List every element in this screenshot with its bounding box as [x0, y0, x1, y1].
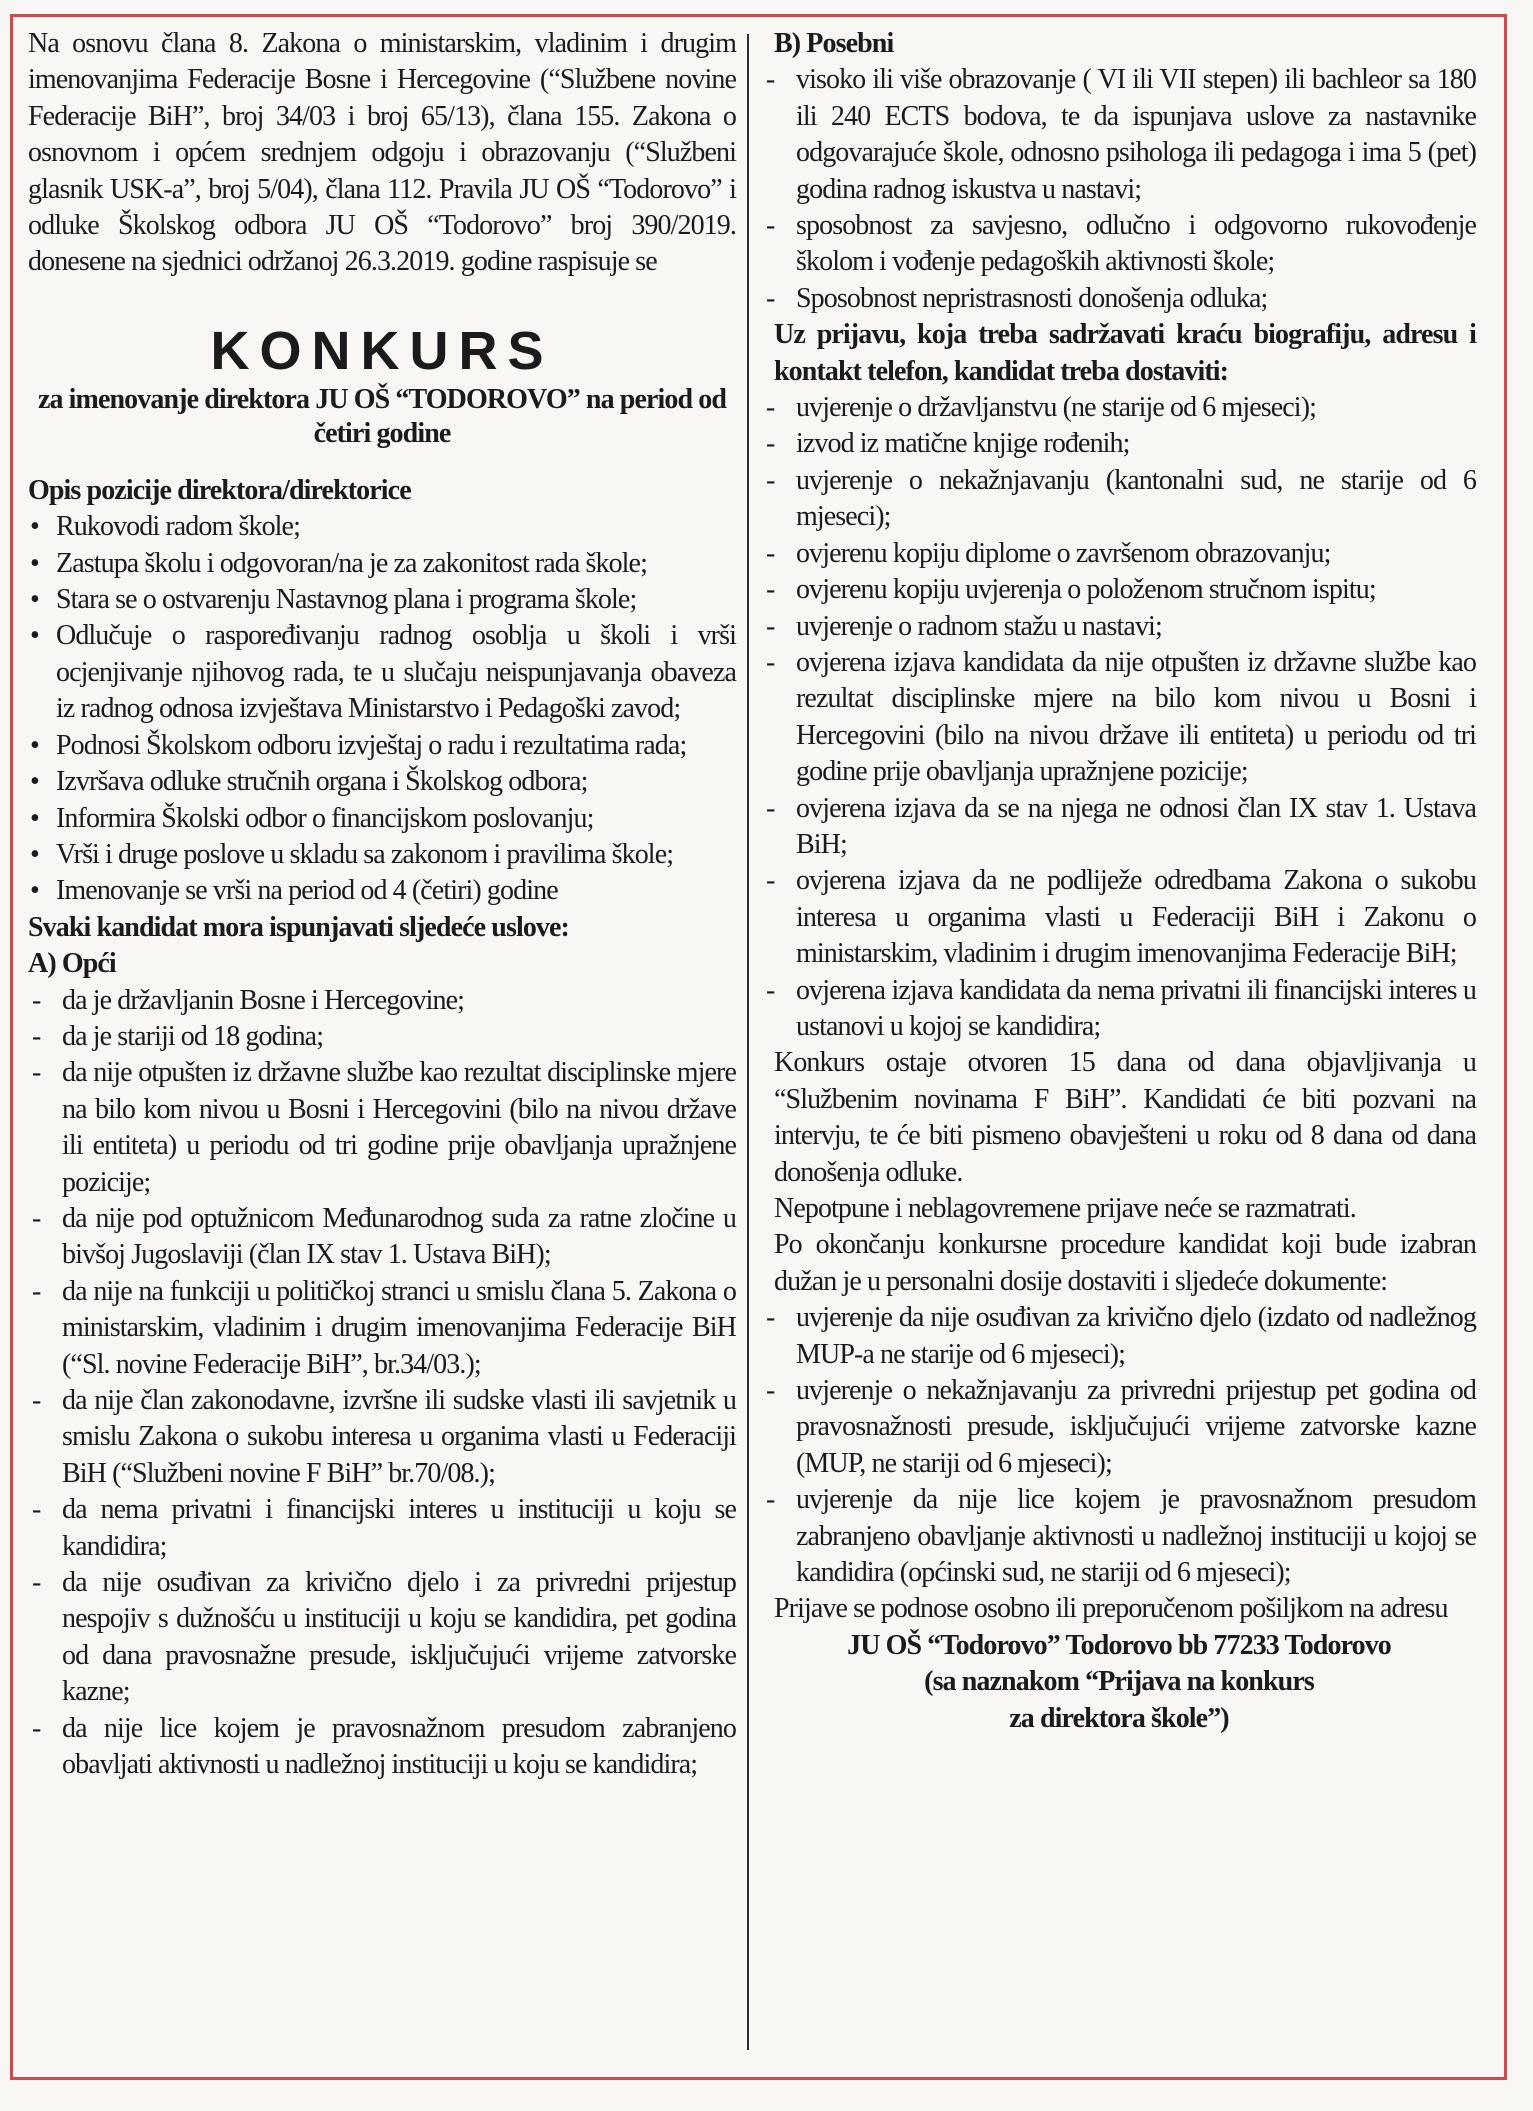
list-item: - da je državljanin Bosne i Hercegovine; — [28, 983, 736, 1019]
list-item: - da nije lice kojem je pravosnažnom presudom zabranjeno obavljati aktivnosti u nadležnoj instituciji u koju se kandidira; — [28, 1711, 736, 1784]
general-conditions-label: A) Opći — [28, 948, 116, 980]
conditions-heading: Svaki kandidat mora ispunjavati sljedeće uslove: — [28, 911, 569, 943]
list-item: - uvjerenje o državljanstvu (ne starije od 6 mjeseci); — [762, 390, 1476, 426]
after-procedure-paragraph: Po okončanju konkursne procedure kandidat koji bude izabran dužan je u personalni dosije dostaviti i sljedeće dokumente: — [774, 1229, 1476, 1297]
list-item: - uvjerenje o radnom stažu u nastavi; — [762, 609, 1476, 645]
list-item: - ovjerena izjava kandidata da nije otpušten iz državne službe kao rezultat disciplinske mjere na bilo kom nivou u Bosni i Hercegovini (bilo na nivou države ili entiteta) u periodu od tri godine prije obavljanja upražnjene pozicije; — [762, 645, 1476, 791]
incomplete-notice: Nepotpune i neblagovremene prijave neće se razmatrati. — [774, 1193, 1356, 1224]
list-item: • Rukovodi radom škole; — [28, 509, 736, 545]
list-item: - uvjerenje o nekažnjavanju za privredni prijestup pet godina od pravosnažnosti presude, isključujući vrijeme zatvorske kazne (MUP, ne stariji od 6 mjeseci); — [762, 1373, 1476, 1482]
list-item: - uvjerenje da nije osuđivan za krivično djelo (izdato od nadležnog MUP-a ne starije od 6 mjeseci); — [762, 1300, 1476, 1373]
intro-paragraph: Na osnovu člana 8. Zakona o ministarskim, vladinim i drugim imenovanjima Federacije Bosne i Hercegovine (“Službene novine Federacije BiH”, broj 34/03 i broj 65/13), člana 155. Zakona o osnovnom i općem srednjem odgoju i obrazovanju (“Službeni glasnik USK-a”, broj 5/04), člana 112. Pravila JU OŠ “Todorovo” i odluke Školskog odbora JU OŠ “Todorovo” broj 390/2019. donesene na sjednici održanoj 26.3.2019. godine raspisuje se — [28, 28, 736, 278]
list-item: • Podnosi Školskom odboru izvještaj o radu i rezultatima rada; — [28, 728, 736, 764]
list-item: • Odlučuje o raspoređivanju radnog osoblja u školi i vrši ocjenjivanje njihovog rada, te u slučaju neispunjavanja obaveza iz radnog odnosa izvještava Ministarstvo i Pedagoški zavod; — [28, 618, 736, 727]
special-conditions-label: B) Posebni — [774, 28, 894, 59]
list-item: - Sposobnost nepristrasnosti donošenja odluka; — [762, 281, 1476, 317]
list-item: - ovjerenu kopiju uvjerenja o položenom stručnom ispitu; — [762, 572, 1476, 608]
konkurs-title: KONKURS — [210, 320, 554, 381]
list-item: • Vrši i druge poslove u skladu sa zakonom i pravilima škole; — [28, 837, 736, 873]
list-item: - ovjerenu kopiju diplome o završenom obrazovanju; — [762, 536, 1476, 572]
general-conditions-list — [28, 983, 736, 1784]
open-period-paragraph: Konkurs ostaje otvoren 15 dana od dana objavljivanja u “Službenim novinama F BiH”. Kandidati će biti pozvani na intervju, te će biti pismeno obavješteni u roku od 8 dana od dana donošenja odluke. — [774, 1047, 1476, 1188]
list-item: • Informira Školski odbor o financijskom poslovanju; — [28, 801, 736, 837]
list-item: - visoko ili više obrazovanje ( VI ili VII stepen) ili bachleor sa 180 ili 240 ECTS bodova, te da ispunjava uslove za nastavnike odgovarajuće škole, odnosno psihologa ili pedagoga i ima 5 (pet) godina radnog iskustva u nastavi; — [762, 62, 1476, 208]
special-conditions-list — [762, 62, 1476, 317]
submission-paragraph: Prijave se podnose osobno ili preporučenom pošiljkom na adresu — [774, 1593, 1448, 1625]
after-procedure-list — [762, 1300, 1476, 1591]
konkurs-subtitle: za imenovanje direktora JU OŠ “TODOROVO” na period od četiri godine — [37, 383, 727, 449]
list-item: - izvod iz matične knjige rođenih; — [762, 426, 1476, 462]
right-column — [762, 26, 1476, 1737]
list-item: - da nije osuđivan za krivično djelo i za privredni prijestup nespojiv s dužnošću u instituciji u koju se kandidira, pet godina od dana pravosnažne presude, isključujući vrijeme zatvorske kazne; — [28, 1565, 736, 1711]
list-item: • Imenovanje se vrši na period od 4 (četiri) godine — [28, 873, 736, 909]
list-item: - ovjerena izjava da ne podliježe odredbama Zakona o sukobu interesa u organima vlasti u Federaciji BiH i Zakonu o ministarskim, vladinim i drugim imenovanjima Federacije BiH; — [762, 863, 1476, 972]
list-item: - sposobnost za savjesno, odlučno i odgovorno rukovođenje školom i vođenje pedagoških aktivnosti škole; — [762, 208, 1476, 281]
list-item: - da nije član zakonodavne, izvršne ili sudske vlasti ili savjetnik u smislu Zakona o sukobu interesa u organima vlasti u Federaciji BiH (“Službeni novine F BiH” br.70/08.); — [28, 1383, 736, 1492]
address-line-3: za direktora škole”) — [1009, 1702, 1229, 1734]
list-item: - ovjerena izjava da se na njega ne odnosi član IX stav 1. Ustava BiH; — [762, 791, 1476, 864]
column-divider — [747, 34, 749, 2050]
list-item: • Zastupa školu i odgovoran/na je za zakonitost rada škole; — [28, 546, 736, 582]
list-item: - da nije otpušten iz državne službe kao rezultat disciplinske mjere na bilo kom nivou u Bosni i Hercegovini (bilo na nivou države ili entiteta) u periodu od tri godine prije obavljanja upražnjene pozicije; — [28, 1055, 736, 1201]
list-item: - ovjerena izjava kandidata da nema privatni ili financijski interes u ustanovi u kojoj se kandidira; — [762, 973, 1476, 1046]
documents-heading: Uz prijavu, koja treba sadržavati kraću biografiju, adresu i kontakt telefon, kandidat treba dostaviti: — [774, 319, 1476, 387]
list-item: - da nije na funkciji u političkoj stranci u smislu člana 5. Zakona o ministarskim, vladinim i drugim imenovanjima Federacije BiH (“Sl. novine Federacije BiH”, br.34/03.); — [28, 1274, 736, 1383]
list-item: - da nema privatni i financijski interes u instituciji u koju se kandidira; — [28, 1492, 736, 1565]
list-item: - da nije pod optužnicom Međunarodnog suda za ratne zločine u bivšoj Jugoslaviji (član IX stav 1. Ustava BiH); — [28, 1201, 736, 1274]
description-list — [28, 509, 736, 909]
address-line-1: JU OŠ “Todorovo” Todorovo bb 77233 Todorovo — [847, 1629, 1391, 1661]
description-heading: Opis pozicije direktora/direktorice — [28, 474, 411, 506]
address-line-2: (sa naznakom “Prijava na konkurs — [924, 1666, 1314, 1698]
list-item: - da je stariji od 18 godina; — [28, 1019, 736, 1055]
list-item: • Stara se o ostvarenju Nastavnog plana i programa škole; — [28, 582, 736, 618]
documents-list — [762, 390, 1476, 1045]
list-item: • Izvršava odluke stručnih organa i Školskog odbora; — [28, 764, 736, 800]
list-item: - uvjerenje da nije lice kojem je pravosnažnom presudom zabranjeno obavljanje aktivnosti u nadležnoj instituciji u kojoj se kandidira (općinski sud, ne stariji od 6 mjeseci); — [762, 1482, 1476, 1591]
list-item: - uvjerenje o nekažnjavanju (kantonalni sud, ne starije od 6 mjeseci); — [762, 463, 1476, 536]
left-column — [28, 26, 736, 1783]
